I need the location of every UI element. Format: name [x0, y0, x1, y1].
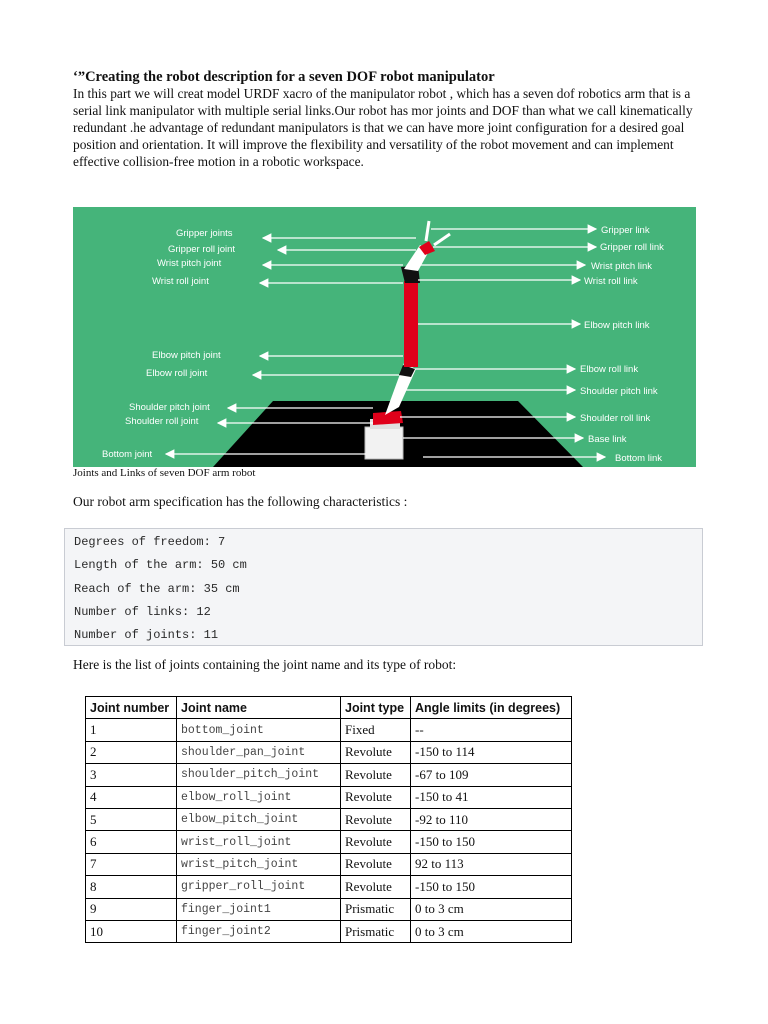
joint-number-cell: 10	[86, 920, 177, 942]
joint-name-cell: bottom_joint	[177, 719, 341, 741]
joint-number-cell: 5	[86, 808, 177, 830]
spec-line: Number of links: 12	[74, 605, 211, 619]
robot-arm-diagram	[73, 207, 696, 467]
spec-line: Reach of the arm: 35 cm	[74, 582, 240, 596]
angle-limits-cell: --	[411, 719, 572, 741]
joint-number-cell: 4	[86, 786, 177, 808]
angle-limits-cell: 92 to 113	[411, 853, 572, 875]
joint-label: Shoulder roll joint	[125, 416, 199, 427]
link-label: Wrist pitch link	[591, 261, 653, 272]
joint-label: Wrist roll joint	[152, 276, 209, 287]
table-row	[86, 764, 572, 786]
joint-list-intro: Here is the list of joints containing the joint name and its type of robot:	[73, 657, 457, 672]
spec-line: Number of joints: 11	[74, 628, 219, 642]
angle-limits-cell: -150 to 150	[411, 831, 572, 853]
angle-limits-cell: -150 to 150	[411, 876, 572, 898]
joint-name-cell: elbow_pitch_joint	[177, 808, 341, 830]
joint-name-cell: finger_joint2	[177, 920, 341, 942]
angle-limits-cell: 0 to 3 cm	[411, 898, 572, 920]
table-row	[86, 853, 572, 875]
joint-name-cell: shoulder_pan_joint	[177, 741, 341, 763]
link-label: Shoulder roll link	[580, 413, 651, 424]
link-label: Elbow roll link	[580, 364, 639, 375]
link-label: Gripper roll link	[600, 242, 664, 253]
link-label: Base link	[588, 434, 627, 445]
angle-limits-cell: -150 to 41	[411, 786, 572, 808]
table-row	[86, 920, 572, 942]
figure-caption: Joints and Links of seven DOF arm robot	[73, 467, 256, 479]
table-row	[86, 898, 572, 920]
joint-type-cell: Revolute	[341, 741, 411, 763]
joint-number-cell: 2	[86, 741, 177, 763]
joint-type-cell: Revolute	[341, 808, 411, 830]
angle-limits-cell: 0 to 3 cm	[411, 920, 572, 942]
joint-number-cell: 8	[86, 876, 177, 898]
table-row	[86, 831, 572, 853]
link-label: Wrist roll link	[584, 276, 638, 287]
joint-type-cell: Revolute	[341, 876, 411, 898]
joint-label: Gripper joints	[176, 228, 233, 239]
spec-code-block	[64, 528, 703, 646]
joint-number-cell: 3	[86, 764, 177, 786]
joint-name-cell: shoulder_pitch_joint	[177, 764, 341, 786]
angle-limits-cell: -92 to 110	[411, 808, 572, 830]
joint-type-cell: Revolute	[341, 853, 411, 875]
column-header: Angle limits (in degrees)	[411, 697, 572, 719]
column-header: Joint name	[177, 697, 341, 719]
joint-number-cell: 9	[86, 898, 177, 920]
joint-name-cell: wrist_pitch_joint	[177, 853, 341, 875]
joint-number-cell: 7	[86, 853, 177, 875]
angle-limits-cell: -67 to 109	[411, 764, 572, 786]
elbow-pitch-link-shape	[404, 281, 418, 367]
joint-type-cell: Revolute	[341, 831, 411, 853]
table-row	[86, 741, 572, 763]
link-label: Gripper link	[601, 225, 650, 236]
joint-type-cell: Fixed	[341, 719, 411, 741]
table-row	[86, 876, 572, 898]
table-row	[86, 719, 572, 741]
joint-number-cell: 1	[86, 719, 177, 741]
table-header-row	[86, 697, 572, 719]
table-row	[86, 786, 572, 808]
column-header: Joint number	[86, 697, 177, 719]
robot-arm-figure	[73, 207, 696, 467]
joint-label: Elbow pitch joint	[152, 350, 221, 361]
joint-number-cell: 6	[86, 831, 177, 853]
joint-type-cell: Prismatic	[341, 920, 411, 942]
joint-type-cell: Prismatic	[341, 898, 411, 920]
joint-name-cell: wrist_roll_joint	[177, 831, 341, 853]
joint-name-cell: gripper_roll_joint	[177, 876, 341, 898]
intro-paragraph: In this part we will creat model URDF xacro of the manipulator robot , which has a seven dof robotics arm that is a serial link manipulator with multiple serial links.Our robot has mor joints and DOF than what we call kinematically redundant .he advantage of redundant manipulators is that we can have more joint configuration for a desired goal position and orientation. It will improve the flexibility and versatility of the robot movement and can implement effective collision-free motion in a robotic workspace.	[73, 86, 693, 169]
joint-type-cell: Revolute	[341, 764, 411, 786]
joint-label: Wrist pitch joint	[157, 258, 222, 269]
link-label: Elbow pitch link	[584, 320, 650, 331]
joint-label: Bottom joint	[102, 449, 153, 460]
spec-line: Length of the arm: 50 cm	[74, 558, 247, 572]
link-label: Shoulder pitch link	[580, 386, 658, 397]
link-label: Bottom link	[615, 453, 662, 464]
joint-label: Gripper roll joint	[168, 244, 236, 255]
spec-intro: Our robot arm specification has the following characteristics :	[73, 494, 408, 509]
joint-name-cell: finger_joint1	[177, 898, 341, 920]
section-heading: ‘”Creating the robot description for a seven DOF robot manipulator	[73, 69, 495, 85]
angle-limits-cell: -150 to 114	[411, 741, 572, 763]
joint-label: Shoulder pitch joint	[129, 402, 210, 413]
joint-table	[85, 696, 572, 943]
joint-name-cell: elbow_roll_joint	[177, 786, 341, 808]
spec-line: Degrees of freedom: 7	[74, 535, 226, 549]
column-header: Joint type	[341, 697, 411, 719]
table-row	[86, 808, 572, 830]
robot-base	[365, 427, 403, 459]
joint-type-cell: Revolute	[341, 786, 411, 808]
joint-label: Elbow roll joint	[146, 368, 208, 379]
